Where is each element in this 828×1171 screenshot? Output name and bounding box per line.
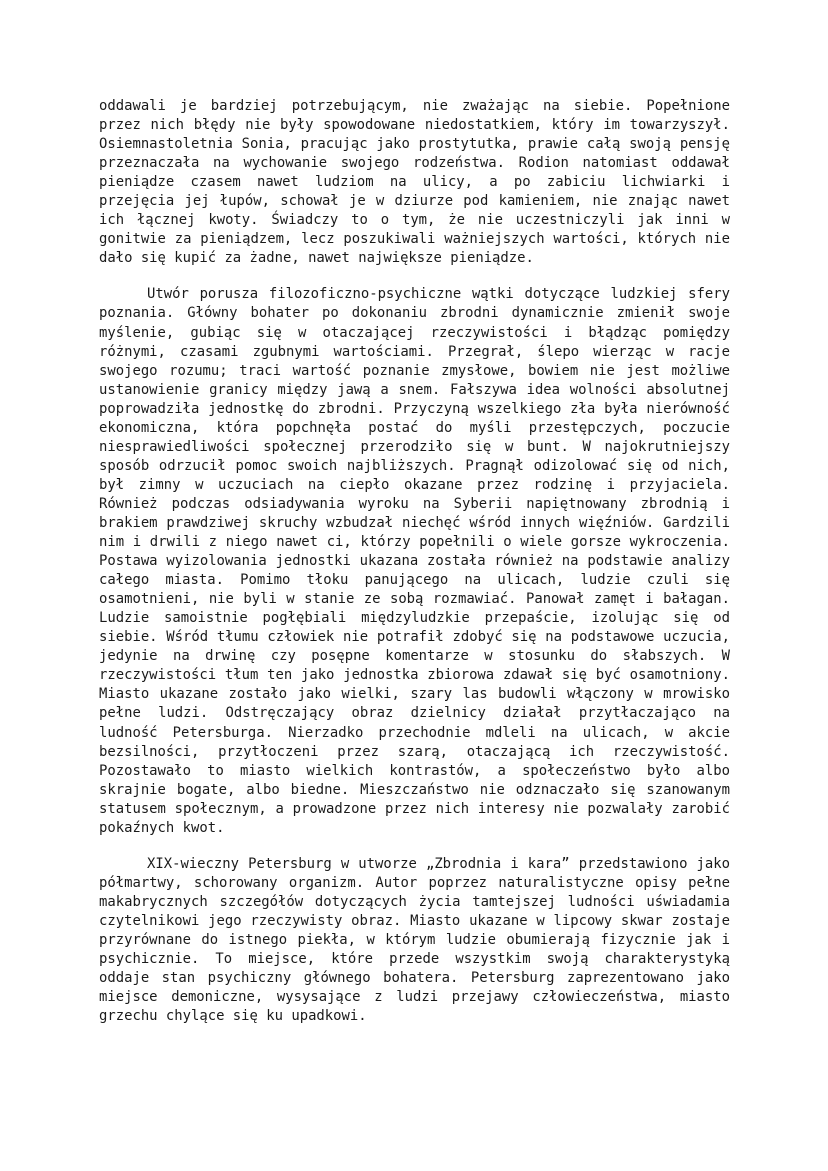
document-page [99, 97, 730, 1026]
paragraph-1: oddawali je bardziej potrzebującym, nie zważając na siebie. Popełnione przez nich błędy nie były spowodowane niedostatkiem, który im towarzyszył. Osiemnastoletnia Sonia, pracując jako prostytutka, prawie całą swoją pensję przeznaczała na wychowanie swojego rodzeństwa. Rodion natomiast oddawał pieniądze czasem nawet ludziom na ulicy, a po zabiciu lichwiarki i przejęcia jej łupów, schował je w dziurze pod kamieniem, nie znając nawet ich łącznej kwoty. Świadczy to o tym, że nie uczestniczyli jak inni w gonitwie za pieniądzem, lecz poszukiwali ważniejszych wartości, których nie dało się kupić za żadne, nawet największe pieniądze. [99, 98, 730, 267]
paragraph-2: Utwór porusza filozoficzno-psychiczne wątki dotyczące ludzkiej sfery poznania. Główny bohater po dokonaniu zbrodni dynamicznie zmienił swoje myślenie, gubiąc się w otaczającej rzeczywistości i błądząc pomiędzy różnymi, czasami zgubnymi wartościami. Przegrał, ślepo wierząc w racje swojego rozumu; traci wartość poznanie zmysłowe, bowiem nie jest możliwe ustanowienie granicy między jawą a snem. Fałszywa idea wolności absolutnej poprowadziła jednostkę do zbrodni. Przyczyną wszelkiego zła była nierówność ekonomiczna, która popchnęła postać do myśli przestępczych, poczucie niesprawiedliwości społecznej przerodziło się w bunt. W najokrutniejszy sposób odrzucił pomoc swoich najbliższych. Pragnął odizolować się od nich, był zimny w uczuciach na ciepło okazane przez rodzinę i przyjaciela. Również podczas odsiadywania wyroku na Syberii napiętnowany zbrodnią i brakiem prawdziwej skruchy wzbudzał niechęć wśród innych więźniów. Gardzili nim i drwili z niego nawet ci, którzy popełnili o wiele gorsze wykroczenia. Postawa wyizolowania jednostki ukazana została również na podstawie analizy całego miasta. Pomimo tłoku panującego na ulicach, ludzie czuli się osamotnieni, nie byli w stanie ze sobą rozmawiać. Panował zamęt i bałagan. Ludzie samoistnie pogłębiali międzyludzkie przepaście, izolując się od siebie. Wśród tłumu człowiek nie potrafił zdobyć się na podstawowe uczucia, jedynie na drwinę czy posępne komentarze w stosunku do słabszych. W rzeczywistości tłum ten jako jednostka zbiorowa zdawał się być osamotniony. Miasto ukazane zostało jako wielki, szary las budowli włączony w mrowisko pełne ludzi. Odstręczający obraz dzielnicy działał przytłaczająco na ludność Petersburga. Nierzadko przechodnie mdleli na ulicach, w akcie bezsilności, przytłoczeni przez szarą, otaczającą ich rzeczywistość. Pozostawało to miasto wielkich kontrastów, a społeczeństwo było albo skrajnie bogate, albo biedne. Mieszczaństwo nie odznaczało się szanowanym statusem społecznym, a prowadzone przez nich interesy nie pozwalały zarobić pokaźnych kwot. [99, 286, 730, 836]
paragraph-3: XIX-wieczny Petersburg w utworze „Zbrodnia i kara” przedstawiono jako półmartwy, schorowany organizm. Autor poprzez naturalistyczne opisy pełne makabrycznych szczegółów dotyczących życia tamtejszej ludności uświadamia czytelnikowi jego rzeczywisty obraz. Miasto ukazane w lipcowy skwar zostaje przyrównane do istnego piekła, w którym ludzie obumierają fizycznie jak i psychicznie. To miejsce, które przede wszystkim swoją charakterystyką oddaje stan psychiczny głównego bohatera. Petersburg zaprezentowano jako miejsce demoniczne, wysysające z ludzi przejawy człowieczeństwa, miasto grzechu chylące się ku upadkowi. [99, 855, 730, 1025]
